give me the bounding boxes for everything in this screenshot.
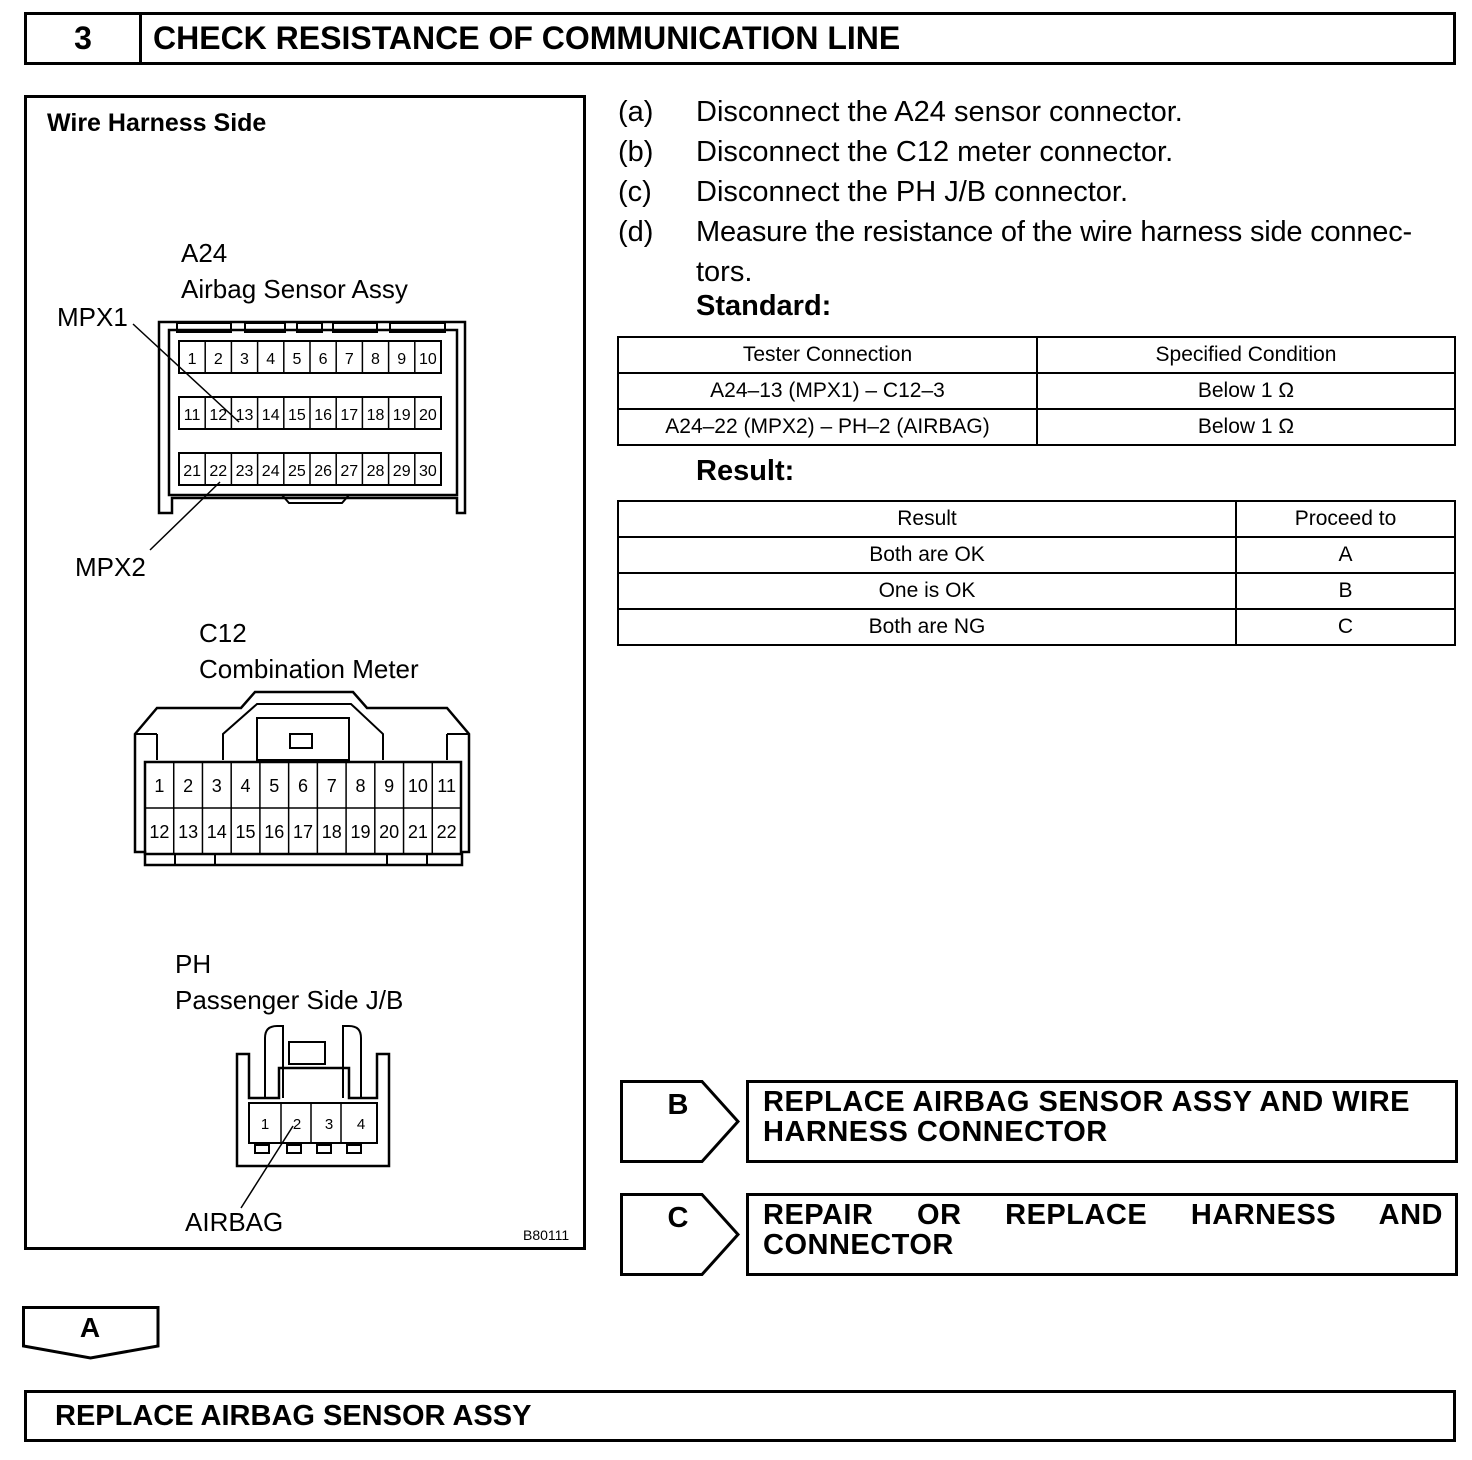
c12-pin-label: 6 xyxy=(297,776,309,796)
instruction-item xyxy=(618,172,1468,212)
c12-pin-label: 4 xyxy=(240,776,251,796)
route-a-label: A xyxy=(79,1312,101,1343)
ph-pin-label: 1 xyxy=(260,1116,270,1133)
table-header: Tester Connection xyxy=(618,337,1037,373)
table-row xyxy=(618,537,1455,573)
table-row xyxy=(618,409,1455,445)
route-c-action xyxy=(746,1193,1458,1276)
ph-pin-label: 3 xyxy=(324,1116,334,1133)
a24-pin-label: 16 xyxy=(314,407,332,424)
table-cell: Both are NG xyxy=(618,609,1236,645)
table-row xyxy=(618,573,1455,609)
instruction-letter: (c) xyxy=(618,176,652,208)
c12-pin-label: 8 xyxy=(355,776,366,796)
a24-pin-label: 2 xyxy=(213,351,223,368)
route-c-action-line2: CONNECTOR xyxy=(763,1229,954,1261)
c12-pin-label: 20 xyxy=(379,822,400,842)
c12-pin-label: 1 xyxy=(154,776,165,796)
c12-pin-label: 22 xyxy=(436,822,457,842)
route-c-action-line1: REPAIR OR REPLACE HARNESS AND xyxy=(763,1199,1443,1231)
route-a xyxy=(22,1306,162,1362)
a24-pin-label: 26 xyxy=(314,463,332,480)
c12-pin-label: 10 xyxy=(407,776,428,796)
a24-pin-label: 25 xyxy=(288,463,306,480)
table-cell: One is OK xyxy=(618,573,1236,609)
a24-pin-label: 20 xyxy=(419,407,437,424)
mpx1-label: MPX1 xyxy=(57,302,128,332)
table-cell: B xyxy=(1236,573,1455,609)
instruction-text: Disconnect the PH J/B connector. xyxy=(696,176,1128,208)
table-cell: Both are OK xyxy=(618,537,1236,573)
instruction-continuation xyxy=(618,252,1468,292)
c12-code: C12 xyxy=(199,618,247,648)
a24-pin-label: 3 xyxy=(240,351,249,368)
c12-pin-label: 11 xyxy=(437,776,456,796)
route-c xyxy=(620,1193,1458,1276)
a24-pin-label: 19 xyxy=(392,407,411,424)
a24-code: A24 xyxy=(181,238,228,268)
table-header-row xyxy=(618,501,1455,537)
instruction-list xyxy=(618,92,1468,292)
connector-illustration xyxy=(27,98,583,1247)
airbag-label: AIRBAG xyxy=(185,1207,284,1237)
a24-pin-label: 23 xyxy=(235,463,254,480)
a24-pin-label: 10 xyxy=(419,351,437,368)
table-cell: A24–22 (MPX2) – PH–2 (AIRBAG) xyxy=(618,409,1037,445)
instruction-item xyxy=(618,212,1468,252)
route-c-label: C xyxy=(667,1202,689,1234)
step-number: 3 xyxy=(27,15,142,62)
c12-pin-label: 14 xyxy=(206,822,227,842)
c12-pin-label: 19 xyxy=(350,822,371,842)
instruction-text-continued: tors. xyxy=(696,256,753,288)
a24-pin-label: 12 xyxy=(209,407,228,424)
c12-pin-label: 13 xyxy=(178,822,199,842)
standard-table xyxy=(617,336,1456,446)
instruction-text: Disconnect the C12 meter connector. xyxy=(696,136,1174,168)
c12-pin-label: 21 xyxy=(407,822,428,842)
a24-pin-label: 17 xyxy=(340,407,359,424)
ph-pin-label: 2 xyxy=(292,1116,302,1133)
a24-pin-label: 5 xyxy=(292,351,302,368)
a24-pin-label: 13 xyxy=(235,407,254,424)
route-b-action-line1: REPLACE AIRBAG SENSOR ASSY AND WIRE xyxy=(763,1086,1410,1118)
ph-name: Passenger Side J/B xyxy=(175,985,404,1015)
route-b xyxy=(620,1080,1458,1163)
c12-name: Combination Meter xyxy=(199,654,419,684)
a24-pin-label: 24 xyxy=(261,463,280,480)
a24-pin-label: 7 xyxy=(344,351,354,368)
c12-pin-label: 3 xyxy=(211,776,222,796)
step-header xyxy=(24,12,1456,65)
table-cell: Below 1 Ω xyxy=(1037,373,1455,409)
table-header-row xyxy=(618,337,1455,373)
table-row xyxy=(618,609,1455,645)
c12-pin-label: 16 xyxy=(264,822,285,842)
table-cell: C xyxy=(1236,609,1455,645)
table-row xyxy=(618,373,1455,409)
a24-pin-label: 6 xyxy=(318,351,328,368)
a24-pin-label: 11 xyxy=(183,407,201,424)
a24-name: Airbag Sensor Assy xyxy=(181,274,408,304)
instruction-item xyxy=(618,132,1468,172)
a24-pin-label: 15 xyxy=(288,407,306,424)
mpx2-label: MPX2 xyxy=(75,552,146,582)
a24-pin-label: 1 xyxy=(187,351,197,368)
a24-pin-label: 21 xyxy=(183,463,201,480)
a24-pin-label: 4 xyxy=(266,351,276,368)
table-cell: A24–13 (MPX1) – C12–3 xyxy=(618,373,1037,409)
c12-pin-label: 5 xyxy=(269,776,280,796)
instruction-letter: (b) xyxy=(618,136,654,168)
instruction-letter: (d) xyxy=(618,216,654,248)
c12-pin-label: 12 xyxy=(149,822,170,842)
ph-pin-label: 4 xyxy=(356,1116,366,1133)
a24-pin-label: 28 xyxy=(366,463,385,480)
a24-pin-label: 27 xyxy=(340,463,359,480)
c12-pin-label: 9 xyxy=(384,776,395,796)
diagram-heading: Wire Harness Side xyxy=(47,109,267,137)
table-cell: Below 1 Ω xyxy=(1037,409,1455,445)
a24-pin-label: 30 xyxy=(419,463,437,480)
c12-pin-label: 17 xyxy=(292,822,314,842)
table-header: Proceed to xyxy=(1236,501,1455,537)
table-cell: A xyxy=(1236,537,1455,573)
table-header: Specified Condition xyxy=(1037,337,1455,373)
ph-connector xyxy=(237,1026,389,1208)
result-table xyxy=(617,500,1456,646)
c12-pin-labels xyxy=(149,776,456,842)
a24-pin-label: 22 xyxy=(209,463,228,480)
c12-pin-label: 18 xyxy=(321,822,342,842)
a24-pin-label: 14 xyxy=(261,407,280,424)
connector-diagram xyxy=(24,95,586,1250)
instruction-item xyxy=(618,92,1468,132)
a24-pin-label: 9 xyxy=(397,351,407,368)
c12-pin-label: 2 xyxy=(183,776,194,796)
standard-title: Standard: xyxy=(696,290,832,322)
figure-id: B80111 xyxy=(523,1227,570,1243)
result-title: Result: xyxy=(696,455,795,487)
table-header: Result xyxy=(618,501,1236,537)
instruction-text: Measure the resistance of the wire harness side connec- xyxy=(696,216,1412,248)
a24-pin-label: 29 xyxy=(392,463,411,480)
instruction-letter: (a) xyxy=(618,96,654,128)
c12-pin-label: 7 xyxy=(326,776,337,796)
route-b-label: B xyxy=(667,1089,689,1121)
ph-pin-labels xyxy=(261,1116,365,1133)
c12-pin-label: 15 xyxy=(235,822,256,842)
step-title: CHECK RESISTANCE OF COMMUNICATION LINE xyxy=(153,20,901,56)
instruction-text: Disconnect the A24 sensor connector. xyxy=(696,96,1183,128)
a24-pin-label: 18 xyxy=(366,407,385,424)
final-step: REPLACE AIRBAG SENSOR ASSY xyxy=(24,1390,1456,1442)
ph-code: PH xyxy=(175,949,212,979)
route-b-action xyxy=(746,1080,1458,1163)
a24-pin-label: 8 xyxy=(371,351,380,368)
route-b-action-line2: HARNESS CONNECTOR xyxy=(763,1116,1108,1148)
